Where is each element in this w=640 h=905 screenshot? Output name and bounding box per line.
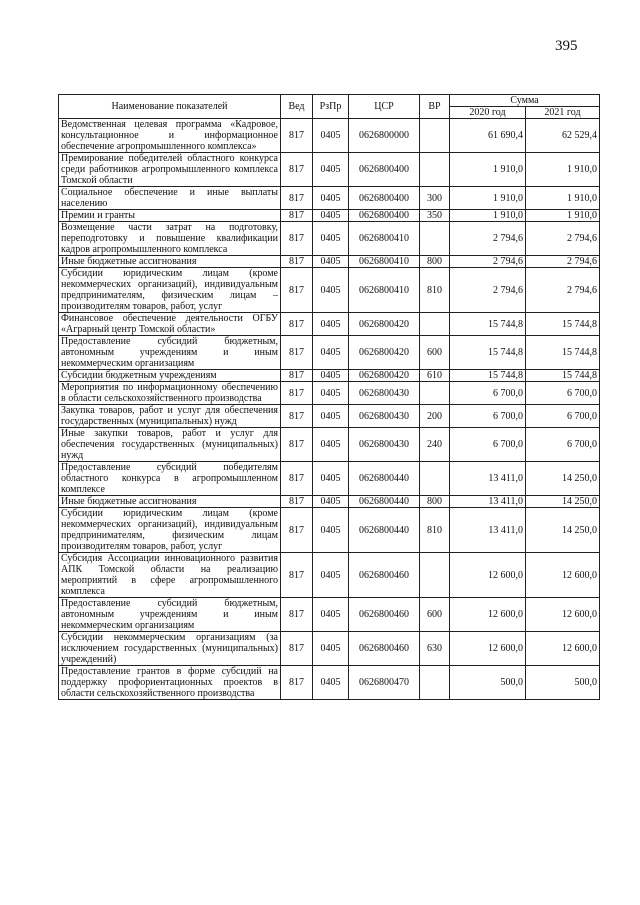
cell-2020: 12 600,0 [450, 553, 526, 598]
cell-rzpr: 0405 [313, 336, 349, 370]
cell-name: Премии и гранты [59, 210, 281, 222]
cell-csr: 0626800410 [349, 256, 420, 268]
cell-ved: 817 [281, 666, 313, 700]
header-year-2021: 2021 год [526, 107, 600, 119]
cell-rzpr: 0405 [313, 222, 349, 256]
cell-name: Иные закупки товаров, работ и услуг для обеспечения государственных (муниципальных) нужд [59, 428, 281, 462]
cell-ved: 817 [281, 496, 313, 508]
cell-2021: 2 794,6 [526, 268, 600, 313]
cell-ved: 817 [281, 222, 313, 256]
cell-2020: 15 744,8 [450, 336, 526, 370]
cell-vr: 800 [420, 496, 450, 508]
cell-2020: 2 794,6 [450, 256, 526, 268]
cell-csr: 0626800410 [349, 222, 420, 256]
cell-2020: 6 700,0 [450, 382, 526, 405]
cell-csr: 0626800420 [349, 370, 420, 382]
cell-csr: 0626800430 [349, 405, 420, 428]
cell-2020: 13 411,0 [450, 462, 526, 496]
table-row [59, 496, 600, 508]
table-row [59, 598, 600, 632]
cell-ved: 817 [281, 119, 313, 153]
header-year-2020: 2020 год [450, 107, 526, 119]
cell-ved: 817 [281, 256, 313, 268]
cell-name: Премирование победителей областного конкурса среди работников агропромышленного комплекса Томской области [59, 153, 281, 187]
cell-2021: 1 910,0 [526, 153, 600, 187]
cell-name: Предоставление грантов в форме субсидий на поддержку профориентационных проектов в области сельскохозяйственного производства [59, 666, 281, 700]
cell-name: Закупка товаров, работ и услуг для обеспечения государственных (муниципальных) нужд [59, 405, 281, 428]
table-row [59, 462, 600, 496]
cell-name: Социальное обеспечение и иные выплаты населению [59, 187, 281, 210]
table-row [59, 187, 600, 210]
cell-2021: 1 910,0 [526, 210, 600, 222]
cell-rzpr: 0405 [313, 632, 349, 666]
cell-2021: 62 529,4 [526, 119, 600, 153]
cell-2021: 15 744,8 [526, 336, 600, 370]
cell-rzpr: 0405 [313, 370, 349, 382]
cell-csr: 0626800460 [349, 598, 420, 632]
table-row [59, 210, 600, 222]
cell-csr: 0626800400 [349, 210, 420, 222]
cell-name: Мероприятия по информационному обеспечению в области сельскохозяйственного производства [59, 382, 281, 405]
cell-csr: 0626800440 [349, 462, 420, 496]
cell-name: Возмещение части затрат на подготовку, переподготовку и повышение квалификации кадров агропромышленного комплекса [59, 222, 281, 256]
cell-2020: 1 910,0 [450, 210, 526, 222]
table-row [59, 153, 600, 187]
cell-name: Предоставление субсидий победителям областного конкурса в агропромышленном комплексе [59, 462, 281, 496]
cell-vr [420, 666, 450, 700]
cell-vr: 240 [420, 428, 450, 462]
cell-csr: 0626800420 [349, 313, 420, 336]
table-row [59, 119, 600, 153]
cell-2020: 12 600,0 [450, 598, 526, 632]
cell-name: Субсидии некоммерческим организациям (за исключением государственных (муниципальных) учреждений) [59, 632, 281, 666]
table-row [59, 336, 600, 370]
cell-rzpr: 0405 [313, 496, 349, 508]
cell-ved: 817 [281, 382, 313, 405]
cell-2020: 15 744,8 [450, 313, 526, 336]
cell-name: Финансовое обеспечение деятельности ОГБУ «Аграрный центр Томской области» [59, 313, 281, 336]
cell-ved: 817 [281, 632, 313, 666]
cell-csr: 0626800400 [349, 187, 420, 210]
page-number: 395 [555, 38, 578, 54]
cell-vr [420, 153, 450, 187]
cell-vr: 600 [420, 336, 450, 370]
cell-rzpr: 0405 [313, 382, 349, 405]
cell-rzpr: 0405 [313, 598, 349, 632]
cell-2021: 6 700,0 [526, 405, 600, 428]
cell-2020: 13 411,0 [450, 508, 526, 553]
cell-name: Субсидия Ассоциации инновационного развития АПК Томской области на реализацию мероприятий в сфере агропромышленного комплекса [59, 553, 281, 598]
cell-2021: 15 744,8 [526, 313, 600, 336]
cell-2021: 12 600,0 [526, 632, 600, 666]
cell-2020: 2 794,6 [450, 268, 526, 313]
cell-csr: 0626800440 [349, 496, 420, 508]
cell-vr: 600 [420, 598, 450, 632]
cell-rzpr: 0405 [313, 553, 349, 598]
cell-ved: 817 [281, 153, 313, 187]
cell-2021: 14 250,0 [526, 508, 600, 553]
cell-ved: 817 [281, 268, 313, 313]
cell-rzpr: 0405 [313, 187, 349, 210]
cell-2020: 13 411,0 [450, 496, 526, 508]
cell-2020: 1 910,0 [450, 187, 526, 210]
cell-2020: 6 700,0 [450, 405, 526, 428]
cell-2021: 6 700,0 [526, 428, 600, 462]
budget-table [58, 94, 600, 700]
cell-2021: 14 250,0 [526, 496, 600, 508]
cell-name: Иные бюджетные ассигнования [59, 496, 281, 508]
cell-csr: 0626800460 [349, 632, 420, 666]
cell-vr: 810 [420, 268, 450, 313]
cell-rzpr: 0405 [313, 268, 349, 313]
cell-2021: 6 700,0 [526, 382, 600, 405]
cell-csr: 0626800000 [349, 119, 420, 153]
cell-ved: 817 [281, 370, 313, 382]
table-row [59, 553, 600, 598]
cell-vr: 300 [420, 187, 450, 210]
cell-ved: 817 [281, 210, 313, 222]
cell-csr: 0626800400 [349, 153, 420, 187]
cell-csr: 0626800430 [349, 428, 420, 462]
table-row [59, 370, 600, 382]
cell-ved: 817 [281, 508, 313, 553]
cell-2021: 500,0 [526, 666, 600, 700]
cell-ved: 817 [281, 428, 313, 462]
cell-name: Иные бюджетные ассигнования [59, 256, 281, 268]
cell-2020: 1 910,0 [450, 153, 526, 187]
cell-vr [420, 222, 450, 256]
cell-vr [420, 119, 450, 153]
cell-2020: 12 600,0 [450, 632, 526, 666]
cell-vr: 200 [420, 405, 450, 428]
cell-name: Предоставление субсидий бюджетным, автономным учреждениям и иным некоммерческим организациям [59, 598, 281, 632]
cell-vr [420, 313, 450, 336]
table-row [59, 508, 600, 553]
cell-csr: 0626800410 [349, 268, 420, 313]
cell-ved: 817 [281, 462, 313, 496]
header-name: Наименование показателей [59, 95, 281, 119]
cell-rzpr: 0405 [313, 256, 349, 268]
cell-2021: 14 250,0 [526, 462, 600, 496]
cell-csr: 0626800420 [349, 336, 420, 370]
cell-rzpr: 0405 [313, 508, 349, 553]
table-row [59, 313, 600, 336]
cell-rzpr: 0405 [313, 666, 349, 700]
cell-ved: 817 [281, 187, 313, 210]
table-row [59, 405, 600, 428]
cell-vr: 350 [420, 210, 450, 222]
header-row-top [59, 95, 600, 107]
header-sum: Сумма [450, 95, 600, 107]
cell-ved: 817 [281, 405, 313, 428]
cell-vr: 630 [420, 632, 450, 666]
cell-2020: 61 690,4 [450, 119, 526, 153]
cell-2021: 15 744,8 [526, 370, 600, 382]
cell-rzpr: 0405 [313, 428, 349, 462]
header-csr: ЦСР [349, 95, 420, 119]
header-vr: ВР [420, 95, 450, 119]
cell-vr [420, 553, 450, 598]
cell-name: Субсидии юридическим лицам (кроме некоммерческих организаций), индивидуальным предпринимателям, физическим лицам – производителям товаров, работ, услуг [59, 268, 281, 313]
cell-rzpr: 0405 [313, 313, 349, 336]
cell-2020: 500,0 [450, 666, 526, 700]
cell-2021: 2 794,6 [526, 222, 600, 256]
cell-2020: 6 700,0 [450, 428, 526, 462]
cell-rzpr: 0405 [313, 405, 349, 428]
cell-2020: 2 794,6 [450, 222, 526, 256]
cell-vr [420, 462, 450, 496]
cell-csr: 0626800430 [349, 382, 420, 405]
cell-csr: 0626800440 [349, 508, 420, 553]
table-row [59, 428, 600, 462]
table-row [59, 256, 600, 268]
cell-2020: 15 744,8 [450, 370, 526, 382]
cell-ved: 817 [281, 313, 313, 336]
cell-csr: 0626800460 [349, 553, 420, 598]
cell-ved: 817 [281, 598, 313, 632]
header-ved: Вед [281, 95, 313, 119]
cell-ved: 817 [281, 553, 313, 598]
table-body [59, 119, 600, 700]
cell-vr [420, 382, 450, 405]
cell-name: Ведомственная целевая программа «Кадровое, консультационное и информационное обеспечение агропромышленного комплекса» [59, 119, 281, 153]
cell-ved: 817 [281, 336, 313, 370]
cell-name: Субсидии юридическим лицам (кроме некоммерческих организаций), индивидуальным предпринимателям, физическим лицам производителям товаров, работ, услуг [59, 508, 281, 553]
cell-2021: 1 910,0 [526, 187, 600, 210]
cell-2021: 12 600,0 [526, 598, 600, 632]
table-row [59, 632, 600, 666]
cell-csr: 0626800470 [349, 666, 420, 700]
cell-2021: 2 794,6 [526, 256, 600, 268]
table-row [59, 268, 600, 313]
table-row [59, 666, 600, 700]
cell-name: Предоставление субсидий бюджетным, автономным учреждениям и иным некоммерческим организациям [59, 336, 281, 370]
cell-rzpr: 0405 [313, 153, 349, 187]
cell-rzpr: 0405 [313, 210, 349, 222]
cell-2021: 12 600,0 [526, 553, 600, 598]
cell-vr: 800 [420, 256, 450, 268]
cell-rzpr: 0405 [313, 462, 349, 496]
cell-vr: 810 [420, 508, 450, 553]
cell-vr: 610 [420, 370, 450, 382]
cell-name: Субсидии бюджетным учреждениям [59, 370, 281, 382]
header-rzpr: РзПр [313, 95, 349, 119]
table-row [59, 382, 600, 405]
table-row [59, 222, 600, 256]
cell-rzpr: 0405 [313, 119, 349, 153]
